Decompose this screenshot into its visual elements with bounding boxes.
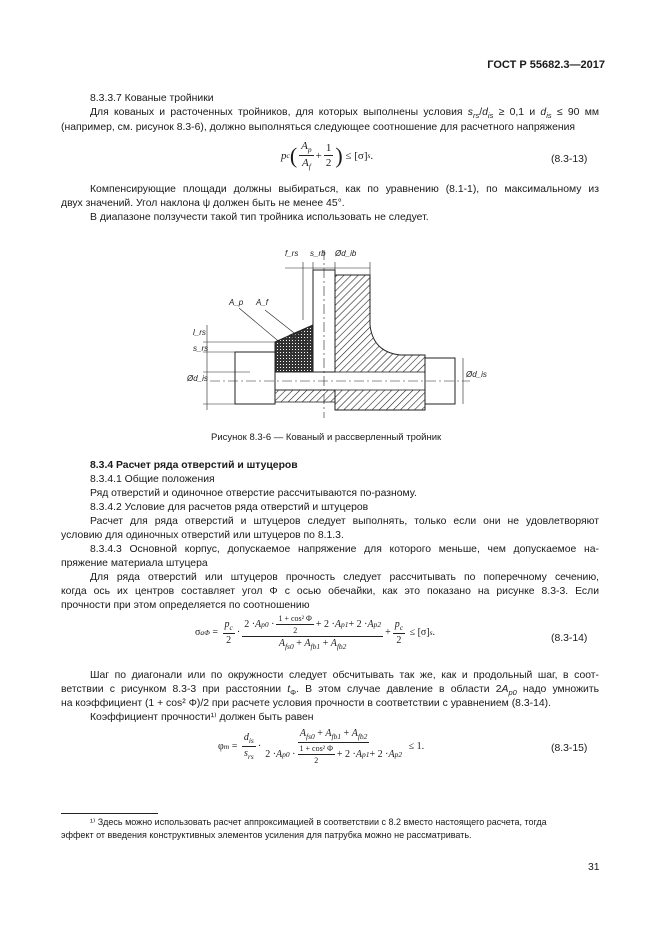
paragraph-line: Ряд отверстий и одиночное отверстие рассчитываются по-разному. xyxy=(90,488,417,499)
paragraph-line: когда ось их центров составляет угол Φ с осью обечайки, как это показано на рисунке 8.3-3. Если xyxy=(61,586,599,597)
document-code: ГОСТ Р 55682.3—2017 xyxy=(487,59,605,71)
label-f-rs: f_rs xyxy=(285,249,299,258)
footnote-line: ¹⁾ Здесь можно использовать расчет аппроксимацией в соответствии с 8.2 вместо настоящего расчета, тогда xyxy=(90,817,547,827)
label-s-rs: s_rs xyxy=(193,344,209,353)
equation-number: (8.3-14) xyxy=(551,633,588,644)
paragraph-line: прочности при этом определяется по соотношению xyxy=(61,600,310,611)
label-d-is: Ød_is xyxy=(187,374,208,383)
paragraph-line: Для кованых и расточенных тройников, для которых выполнены условия $s_{rs}/d_{is} \ge 0,1$ и $d_{is} \le 90$ мм xyxy=(90,107,599,121)
equation-8-3-14: σ aΦ = $\frac{p_c}{2}$ · 2 · A p0 · $\frac{\text{1 + cos² Φ}}{2}$ + 2 · A p1 + 2 · A p2 $A_{fs0} + A_{fb1} + A_{fb2}$ + $\frac{p_c}{2}$ ≤ [σ] s . xyxy=(195,614,436,651)
equation-number: (8.3-13) xyxy=(551,154,588,165)
paragraph-line: (например, см. рисунок 8.3-6), должно выполняться следующее соотношение для расчетного напряжения xyxy=(61,122,576,133)
paragraph-line: двух значений. Угол наклона ψ должен быть не менее 45°. xyxy=(61,198,345,209)
paragraph-line: на коэффициент (1 + cos² Φ)/2 при расчете условия прочности в соответствии с уравнением (8.3-14). xyxy=(61,698,551,709)
page-number: 31 xyxy=(588,862,600,873)
paragraph-line: 8.3.4.3 Основной корпус, допускаемое напряжение для которого меньше, чем допускаемое на- xyxy=(90,544,599,555)
paragraph-line: В диапазоне ползучести такой тип тройника использовать не следует. xyxy=(90,212,429,223)
footnote-line: эффект от введения конструктивных элементов усиления для патрубка можно не рассматривать. xyxy=(61,830,472,840)
equation-8-3-15: φ m = $\frac{d_{is}}{s_{rs}}$ · $A_{fs0} + A_{fb1} + A_{fb2}$ 2 · A p0 · $\frac{\text{1 + cos² Φ}}{2}$ + 2 · A p1 + 2 · A p2 ≤ 1. xyxy=(218,728,425,765)
figure-caption: Рисунок 8.3-6 — Кованый и рассверленный тройник xyxy=(211,432,442,443)
subsection-heading: 8.3.4.1 Общие положения xyxy=(90,474,215,485)
paragraph-line: Для ряда отверстий или штуцеров прочность следует рассчитывать по поперечному сечению, xyxy=(90,572,599,583)
forged-tee-drawing xyxy=(195,240,475,420)
equation-number: (8.3-15) xyxy=(551,743,588,754)
equation-8-3-13: p c ( $\frac{A_p}{A_f}$ + $\frac{1}{2}$ ) ≤ [σ] s . xyxy=(281,140,374,172)
label-s-rb: s_rb xyxy=(310,249,326,258)
subsection-heading: 8.3.4.2 Условие для расчетов ряда отверстий и штуцеров xyxy=(90,502,369,513)
label-l-rs: l_rs xyxy=(193,328,206,337)
paragraph-line: ветствии с рисунком 8.3-3 при расстоянии $t_\Phi$. В этом случае давление в области $2A_{p0}$ надо умножить xyxy=(61,684,599,698)
subsection-heading: 8.3.3.7 Кованые тройники xyxy=(90,93,214,104)
footnote-divider xyxy=(61,813,158,814)
label-d-is-right: Ød_is xyxy=(466,370,487,379)
label-a-f: A_f xyxy=(256,298,269,307)
paragraph-line: Коэффициент прочности¹⁾ должен быть равен xyxy=(90,712,314,723)
section-heading: 8.3.4 Расчет ряда отверстий и штуцеров xyxy=(90,460,298,471)
paragraph-line: условию для одиночных отверстий или штуцеров по 8.1.3. xyxy=(61,530,344,541)
paragraph-line: Шаг по диагонали или по окружности следует обсчитывать так же, как и продольный шаг, в соот- xyxy=(90,670,599,681)
paragraph-line: Расчет для ряда отверстий и штуцеров следует выполнять, только если они не удовлетворяют xyxy=(90,516,599,527)
paragraph-line: Компенсирующие площади должны выбираться, как по уравнению (8.1-1), по максимальному из xyxy=(90,184,599,195)
label-d-ib: Ød_ib xyxy=(335,249,357,258)
paragraph-line: пряжение материала штуцера xyxy=(61,558,208,569)
label-a-p: A_p xyxy=(229,298,244,307)
